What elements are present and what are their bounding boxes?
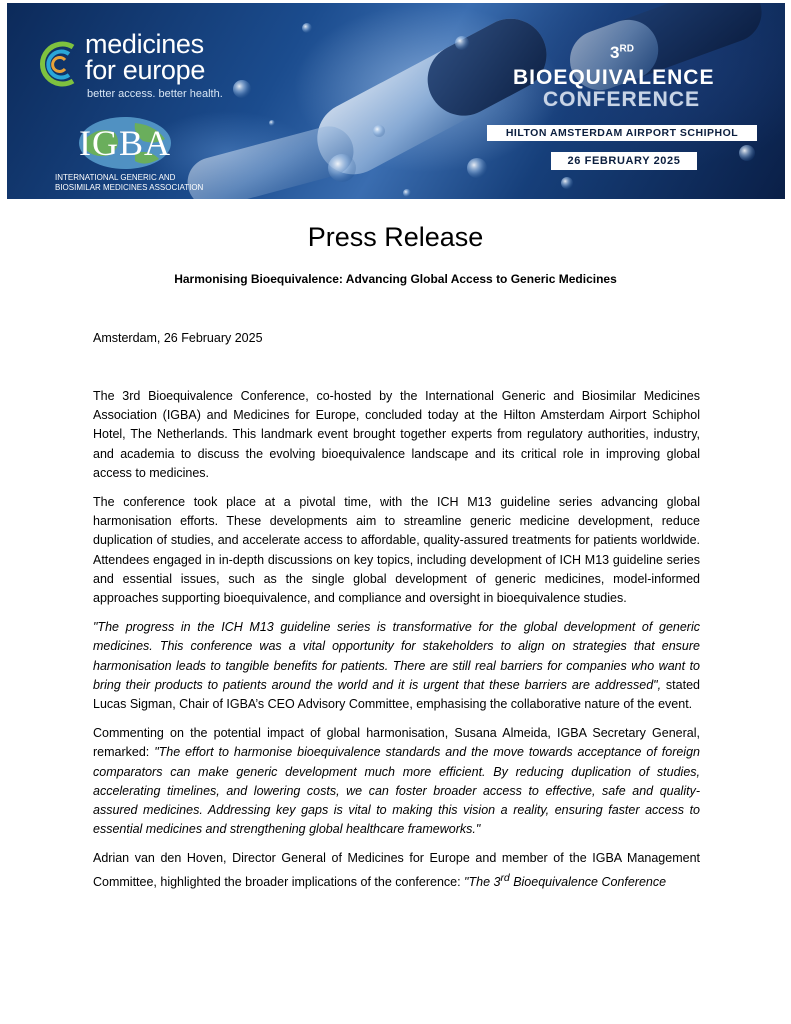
paragraph-3 [93, 618, 700, 714]
igba-full-name [55, 173, 203, 193]
page-title: Press Release [307, 222, 484, 252]
dateline: Amsterdam, 26 February 2025 [93, 331, 263, 345]
paragraph-4 [93, 724, 700, 839]
edition-number: 3 [610, 43, 620, 62]
igba-wordmark: IGBA [79, 123, 171, 163]
quote-susana-almeida: "The effort to harmonise bioequivalence standards and the move towards acceptance of foreign comparators can make generic development much more efficient. By reducing duplication of studies, accelerating timelines, and lowering costs, we can foster broader access to effective, safe and quality-assured medicines. Addressing key gaps is vital to making this vision a reality, ensuring faster access to essential medicines and strengthening global healthcare frameworks." [93, 745, 700, 837]
quote-lucas-sigman: "The progress in the ICH M13 guideline series is transformative for the global development of generic medicines. This conference was a vital opportunity for stakeholders to align on strategies that ensure harmonisation leads to tangible benefits for patients. There are still real barriers for companies who want to bring their products to patients around the world and it is urgent that these barriers are addressed", [93, 620, 700, 692]
swirl-logo-icon [37, 39, 79, 89]
paragraph-1: The 3rd Bioequivalence Conference, co-hosted by the International Generic and Biosimilar Medicines Association (IGBA) and Medicines for Europe, concluded today at the Hilton Amsterdam Airport Schiphol Hotel, The Netherlands. This landmark event brought together experts from regulatory authorities, industry, and academia to discuss the evolving bioequivalence landscape and its critical role in improving global access to medicines. [93, 389, 700, 480]
logo-tagline: better access. better health. [87, 88, 223, 100]
igba-full-name-line1: INTERNATIONAL GENERIC AND [55, 173, 176, 182]
conference-title-line2: CONFERENCE [543, 88, 701, 111]
medicines-for-europe-logo [37, 29, 247, 109]
intro-susana-almeida: Commenting on the potential impact of global harmonisation, Susana Almeida, IGBA Secretary General, remarked: [93, 726, 700, 760]
date-label: 26 FEBRUARY 2025 [551, 152, 697, 170]
logo-line-for-europe: for europe [85, 55, 206, 85]
logo-line-medicines: medicines [85, 29, 204, 59]
quote-adrian-van-den-hoven [464, 872, 667, 889]
conference-edition [610, 43, 634, 63]
intro-adrian-van-den-hoven: Adrian van den Hoven, Director General of Medicines for Europe and member of the IGBA Management Committee, highlighted the broader implications of the conference: [93, 851, 700, 889]
conference-title-line1: BIOEQUIVALENCE [513, 66, 715, 89]
venue-label: HILTON AMSTERDAM AIRPORT SCHIPHOL [487, 125, 757, 141]
edition-suffix: RD [619, 43, 634, 55]
quote-superscript: rd [500, 872, 510, 884]
conference-banner [7, 3, 785, 199]
paragraph-5 [93, 849, 700, 892]
quote-part-b: Bioequivalence Conference [509, 874, 667, 889]
igba-logo [75, 115, 175, 171]
page-subtitle: Harmonising Bioequivalence: Advancing Global Access to Generic Medicines [174, 272, 617, 286]
paragraph-2: The conference took place at a pivotal time, with the ICH M13 guideline series advancing global harmonisation efforts. These developments aim to streamline generic medicine development, reduce duplication of studies, and accelerate access to affordable, quality-assured treatments for patients worldwide. Attendees engaged in in-depth discussions on key topics, including development of ICH M13 guideline series and essential issues, such as the single global development of generic medicines, model-informed approaches supporting bioequivalence, and compliance and oversight in bioequivalence studies. [93, 495, 700, 606]
attribution-lucas-sigman: stated Lucas Sigman, Chair of IGBA’s CEO Advisory Committee, emphasising the collaborative nature of the event. [93, 677, 700, 712]
quote-part-a: "The 3 [464, 874, 501, 889]
igba-full-name-line2: BIOSIMILAR MEDICINES ASSOCIATION [55, 183, 204, 192]
press-release-body [93, 387, 700, 902]
